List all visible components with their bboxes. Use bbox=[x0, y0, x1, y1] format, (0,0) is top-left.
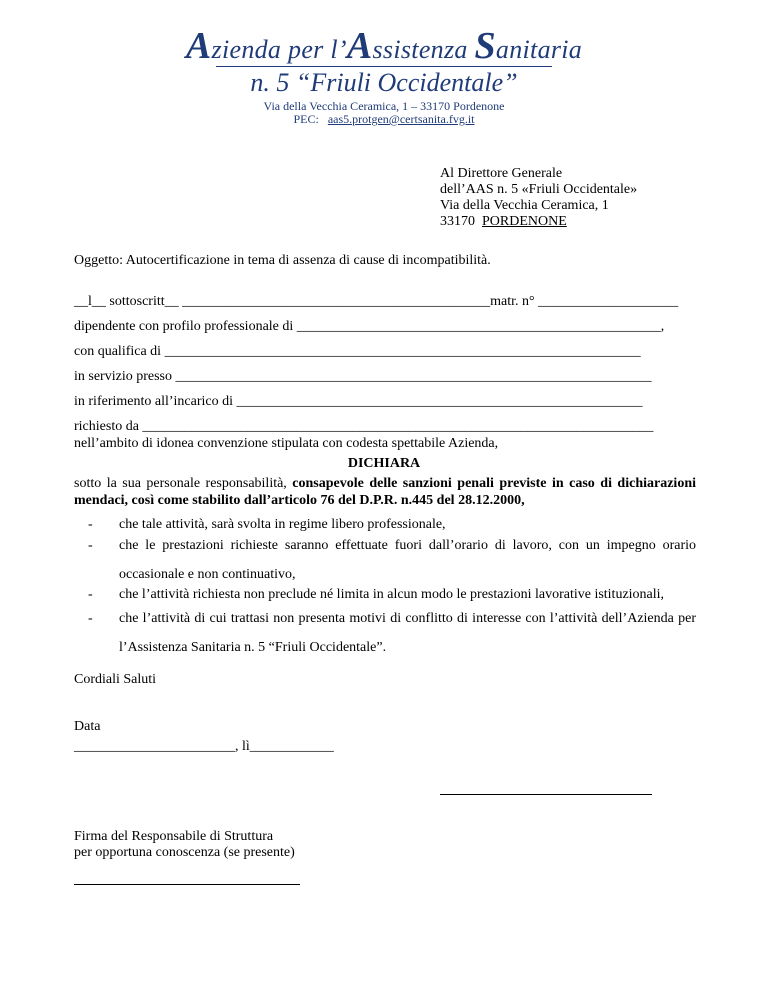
org-name-part: zienda per l’ bbox=[211, 35, 347, 64]
org-name-part: anitaria bbox=[495, 35, 583, 64]
date-label: Data bbox=[74, 719, 101, 734]
declaration-intro bbox=[74, 475, 696, 509]
bullet-item-1: che tale attività, sarà svolta in regime libero professionale, bbox=[119, 517, 446, 532]
pec-email-link[interactable]: aas5.protgen@certsanita.fvg.it bbox=[327, 112, 475, 126]
form-line-service[interactable]: in servizio presso ____________________________________________________________________ bbox=[74, 369, 652, 384]
form-line-convention: nell’ambito di idonea convenzione stipulata con codesta spettabile Azienda, bbox=[74, 436, 499, 451]
bullet-item-2: che le prestazioni richieste saranno effettuate fuori dall’orario di lavoro, con un impegno orario occasionale e non continuativo, bbox=[119, 538, 696, 582]
header-rule bbox=[216, 66, 552, 67]
declaration-intro-plain: sotto la sua personale responsabilità, bbox=[74, 476, 293, 491]
bullet-item-4: che l’attività di cui trattasi non presenta motivi di conflitto di interesse con l’attività dell’Azienda per l’Assistenza Sanitaria n. 5 “Friuli Occidentale”. bbox=[119, 611, 696, 655]
bullet-dash: - bbox=[88, 538, 93, 553]
date-place-line[interactable]: _______________________, lì____________ bbox=[74, 739, 334, 754]
declarant-signature-line[interactable] bbox=[440, 794, 652, 795]
form-line-profile[interactable]: dipendente con profilo professionale di ____________________________________________________, bbox=[74, 319, 665, 334]
recipient-city: PORDENONE bbox=[482, 214, 567, 229]
responsible-signature-note: per opportuna conoscenza (se presente) bbox=[74, 845, 295, 860]
recipient-line-4 bbox=[440, 214, 567, 230]
declaration-intro-bold: consapevole delle sanzioni penali previste in caso di dichiarazioni mendaci, così come stabilito dall’articolo 76 del D.P.R. n.445 del 28.12.2000, bbox=[74, 476, 696, 508]
declaration-heading: DICHIARA bbox=[347, 456, 421, 471]
org-name-part: ssistenza bbox=[372, 35, 475, 64]
recipient-line-2: dell’AAS n. 5 «Friuli Occidentale» bbox=[440, 182, 638, 197]
form-line-assignment[interactable]: in riferimento all’incarico di __________________________________________________________ bbox=[74, 394, 643, 409]
form-line-requested-by[interactable]: richiesto da _________________________________________________________________________ bbox=[74, 419, 654, 434]
responsible-signature-label: Firma del Responsabile di Struttura bbox=[74, 829, 274, 844]
bullet-item-3: che l’attività richiesta non preclude né limita in alcun modo le prestazioni lavorative istituzionali, bbox=[119, 587, 665, 602]
form-line-qualification[interactable]: con qualifica di ____________________________________________________________________ bbox=[74, 344, 641, 359]
pec-label: PEC: bbox=[293, 112, 319, 126]
bullet-dash: - bbox=[88, 611, 93, 626]
org-initial-a2: A bbox=[346, 25, 373, 67]
subject-line: Oggetto: Autocertificazione in tema di assenza di cause di incompatibilità. bbox=[74, 253, 491, 268]
organization-subtitle: n. 5 “Friuli Occidentale” bbox=[250, 68, 518, 97]
closing-greeting: Cordiali Saluti bbox=[74, 672, 157, 687]
form-line-name[interactable]: __l__ sottoscritt__ ____________________________________________matr. n° ____________________ bbox=[74, 294, 679, 309]
responsible-signature-line[interactable] bbox=[74, 884, 300, 885]
recipient-line-1: Al Direttore Generale bbox=[440, 166, 563, 181]
recipient-line-3: Via della Vecchia Ceramica, 1 bbox=[440, 198, 609, 213]
recipient-zip: 33170 bbox=[440, 214, 475, 229]
organization-pec bbox=[0, 112, 768, 126]
org-initial-s: S bbox=[474, 25, 496, 67]
organization-address: Via della Vecchia Ceramica, 1 – 33170 Pordenone bbox=[263, 99, 505, 113]
bullet-dash: - bbox=[88, 587, 93, 602]
org-initial-a: A bbox=[185, 25, 212, 67]
bullet-dash: - bbox=[88, 517, 93, 532]
organization-name bbox=[0, 25, 768, 67]
